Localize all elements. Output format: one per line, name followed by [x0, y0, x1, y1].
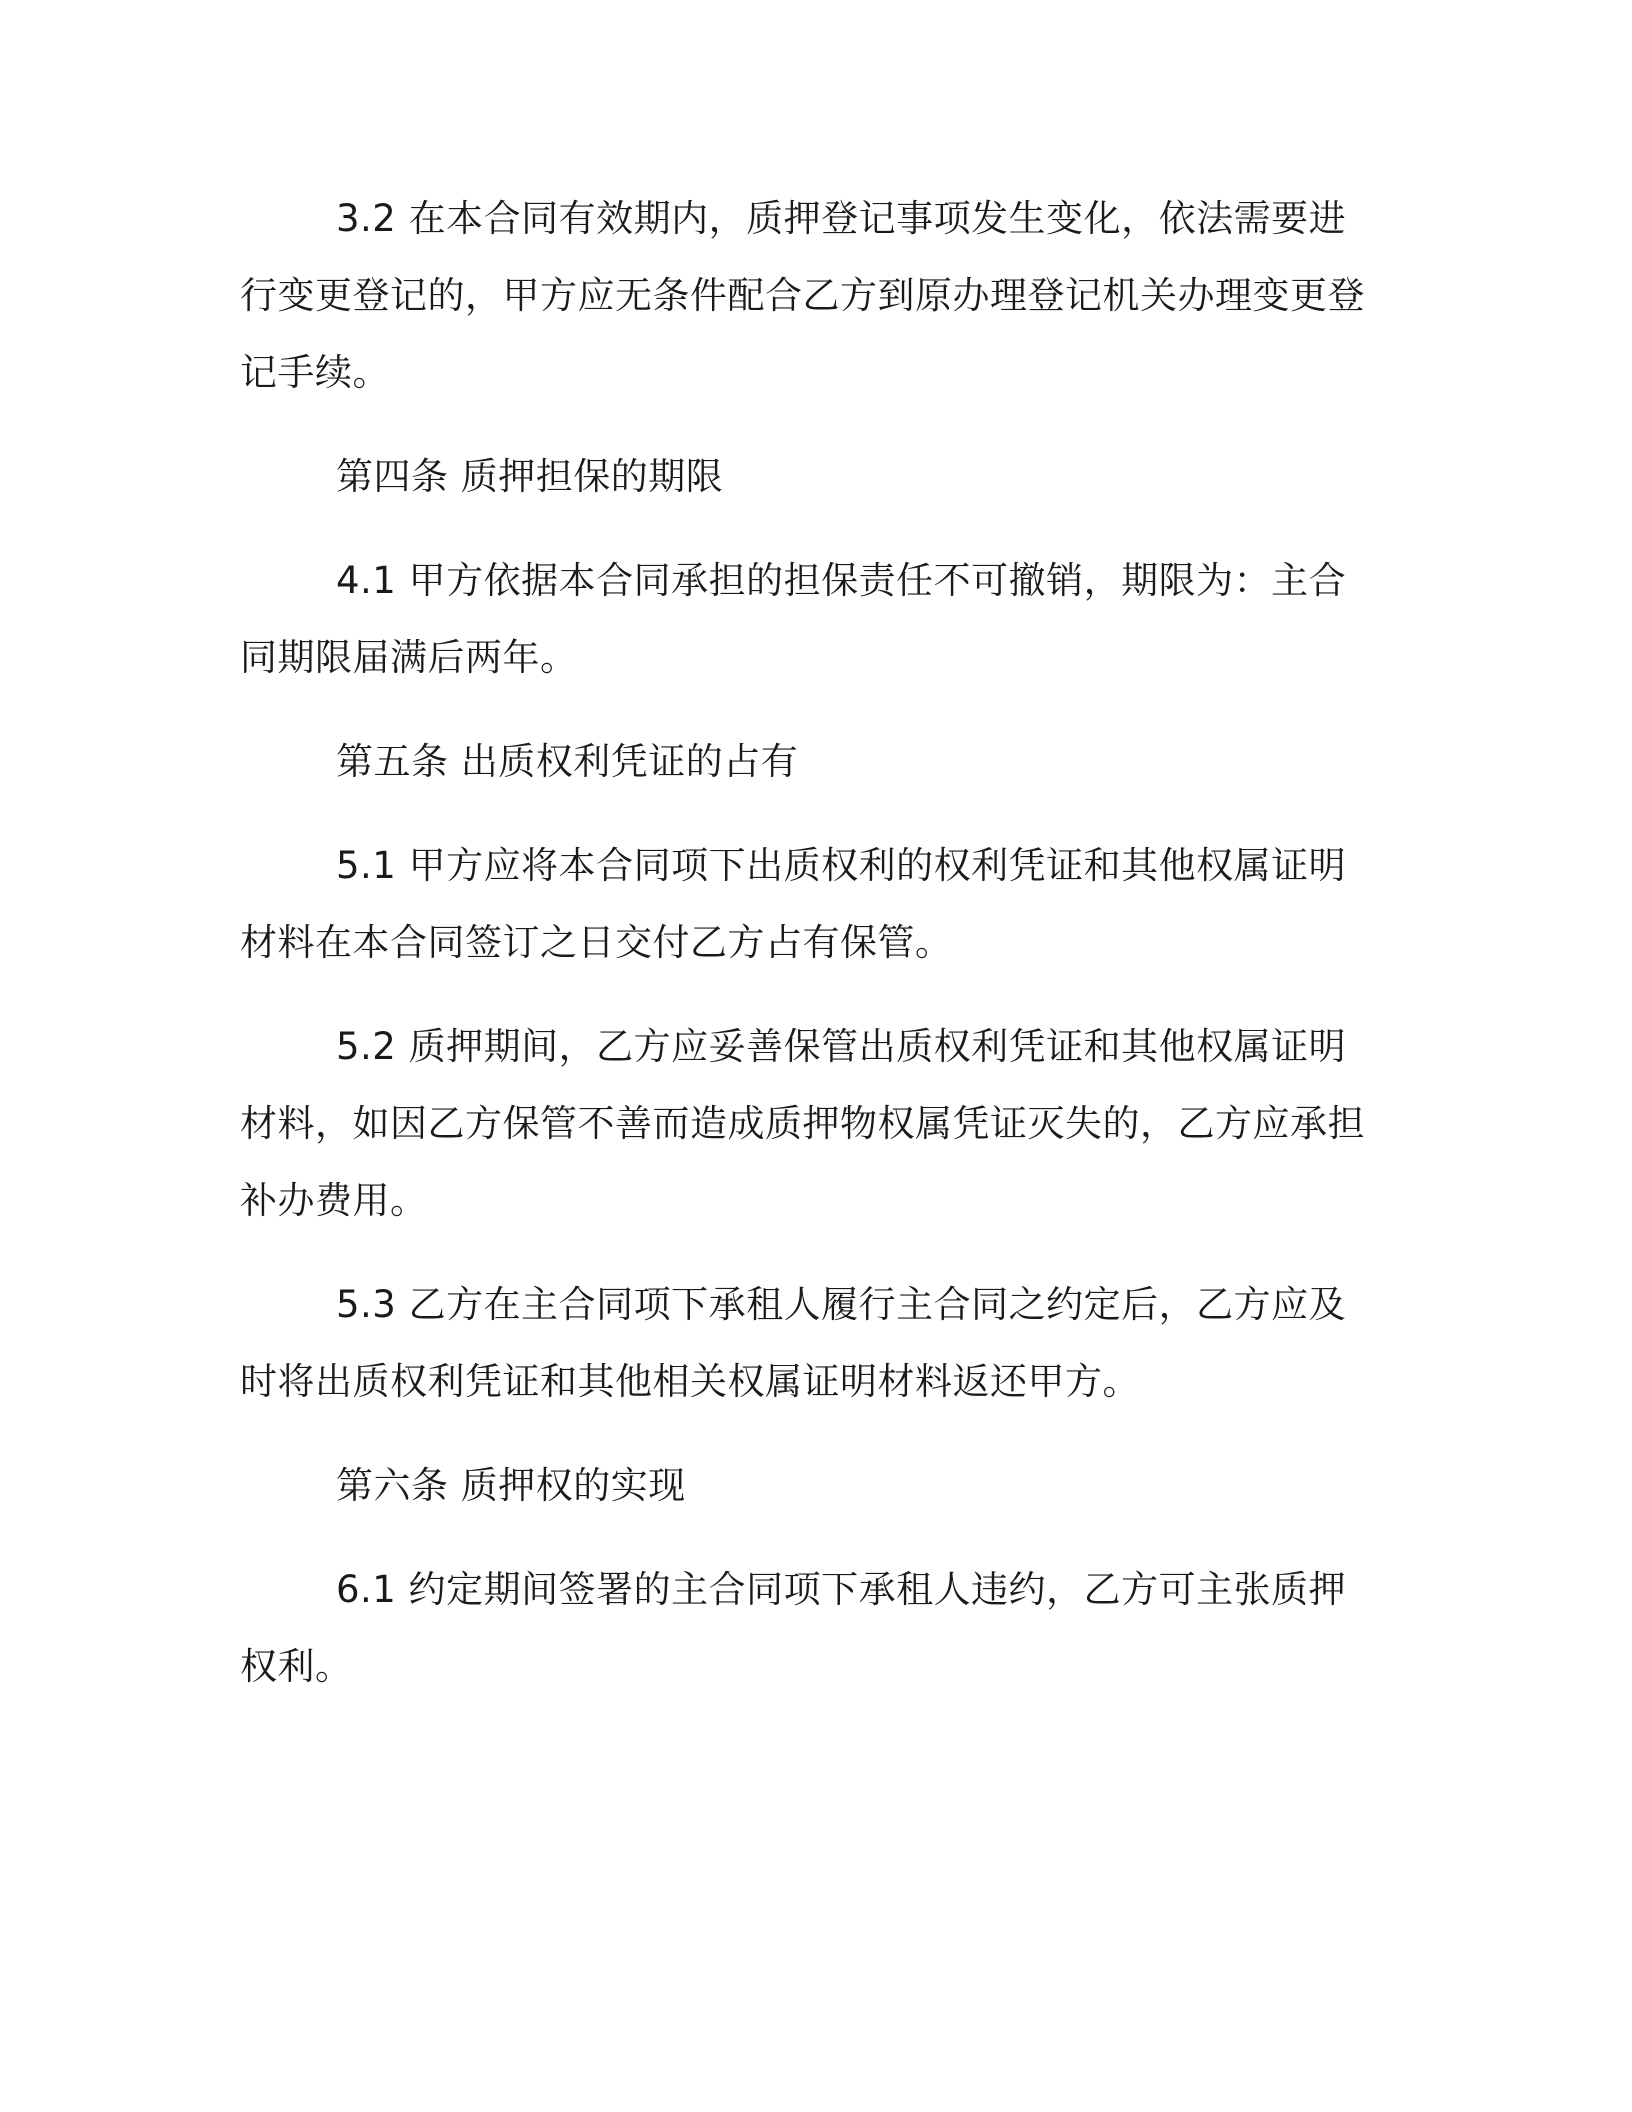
clause-5-1: 5.1 甲方应将本合同项下出质权利的权利凭证和其他权属证明材料在本合同签订之日交付乙方占有保管。	[240, 844, 1347, 964]
article-5-heading: 第五条 出质权利凭证的占有	[336, 740, 799, 783]
clause-3-2: 3.2 在本合同有效期内，质押登记事项发生变化，依法需要进行变更登记的，甲方应无条件配合乙方到原办理登记机关办理变更登记手续。	[240, 197, 1365, 394]
article-6-heading: 第六条 质押权的实现	[336, 1464, 686, 1507]
clause-5-3: 5.3 乙方在主合同项下承租人履行主合同之约定后，乙方应及时将出质权利凭证和其他相关权属证明材料返还甲方。	[240, 1283, 1347, 1403]
clause-5-2: 5.2 质押期间，乙方应妥善保管出质权利凭证和其他权属证明材料，如因乙方保管不善而造成质押物权属凭证灭失的，乙方应承担补办费用。	[240, 1025, 1365, 1222]
clause-4-1: 4.1 甲方依据本合同承担的担保责任不可撤销，期限为：主合同期限届满后两年。	[240, 559, 1347, 679]
article-4-heading: 第四条 质押担保的期限	[336, 455, 724, 498]
document-body	[240, 180, 1375, 1732]
clause-6-1: 6.1 约定期间签署的主合同项下承租人违约，乙方可主张质押权利。	[240, 1568, 1347, 1688]
